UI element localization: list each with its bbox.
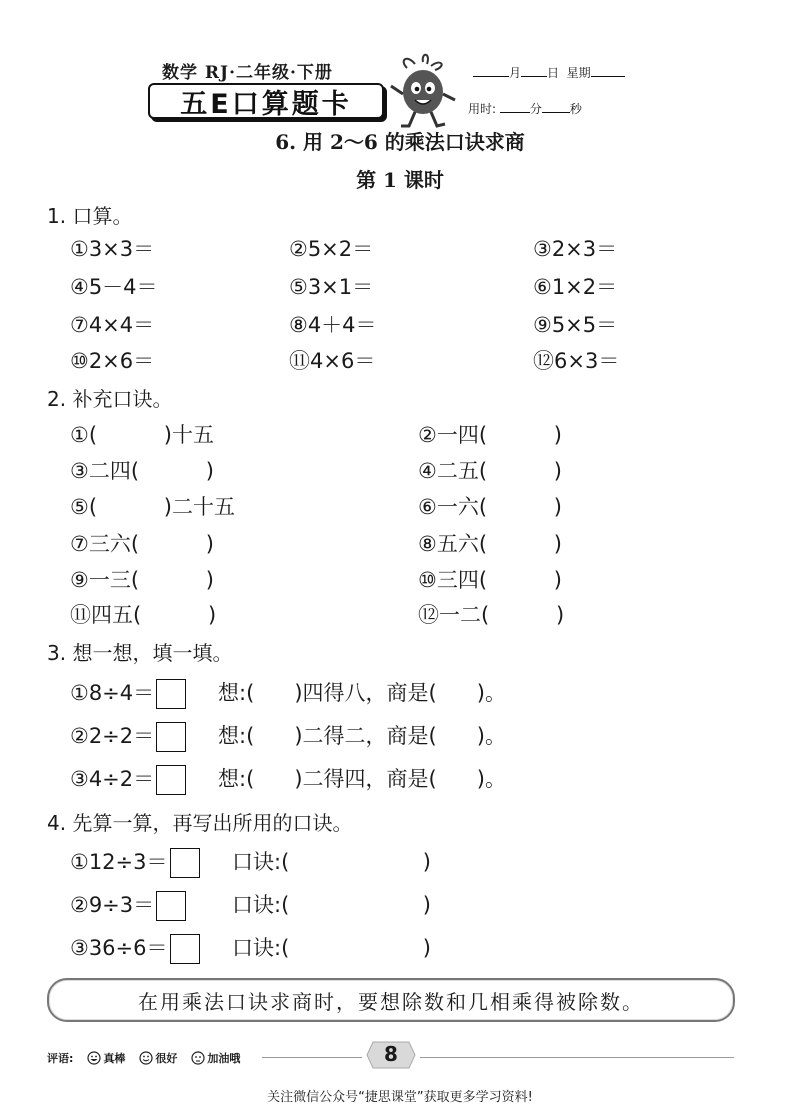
division-expression: ③36÷6＝ — [70, 936, 168, 960]
grin-face-icon — [87, 1051, 101, 1065]
exercise-item: ⑥1×2＝ — [533, 275, 618, 299]
time-label: 用时: — [468, 102, 497, 116]
exercise-item: ②5×2＝ — [289, 237, 374, 261]
tip-text: 在用乘法口诀求商时，要想除数和几相乘得被除数。 — [138, 989, 644, 1014]
exercise-item: ①3×3＝ — [70, 237, 155, 261]
eval-option-good — [139, 1050, 177, 1066]
footer-divider-right — [420, 1057, 734, 1058]
exercise-item — [70, 763, 186, 795]
hint-text: 想:( )四得八，商是( )。 — [218, 681, 506, 705]
exercise-item: ⑫一二( ) — [418, 603, 565, 627]
time-fields — [468, 100, 582, 117]
period-title: 第 1 课时 — [356, 168, 444, 192]
exercise-item: ④5－4＝ — [70, 275, 158, 299]
answer-box — [170, 848, 200, 878]
exercise-item: ④二五( ) — [418, 459, 562, 483]
exercise-item: ⑪四五( ) — [70, 603, 217, 627]
exercise-item: ⑦4×4＝ — [70, 313, 155, 337]
time-second-label: 秒 — [569, 102, 582, 116]
smile-face-icon — [139, 1051, 153, 1065]
answer-box — [156, 679, 186, 709]
tip-banner — [47, 978, 735, 1022]
eval-option-try — [191, 1050, 240, 1066]
lesson-title: 6. 用 2～6 的乘法口诀求商 — [275, 130, 525, 154]
footer-divider-left — [262, 1057, 362, 1058]
footer-note: 关注微信公众号“捷思课堂”获取更多学习资料! — [267, 1090, 533, 1105]
hint-text: 想:( )二得四，商是( )。 — [218, 767, 506, 791]
brand-banner — [148, 83, 384, 119]
exercise-item: ⑦三六( ) — [70, 532, 214, 556]
answer-box — [156, 722, 186, 752]
section-4-heading: 4. 先算一算，再写出所用的口诀。 — [47, 811, 353, 835]
exercise-item — [70, 677, 186, 709]
section-3-heading: 3. 想一想，填一填。 — [47, 641, 233, 665]
hint-text: 口诀:( ) — [232, 850, 431, 874]
division-expression: ①8÷4＝ — [70, 681, 155, 705]
eval-option-label: 很好 — [155, 1052, 178, 1065]
exercise-item: ⑥一六( ) — [418, 495, 562, 519]
exercise-item: ⑤3×1＝ — [289, 275, 374, 299]
exercise-item: ⑩2×6＝ — [70, 349, 155, 373]
section-1-heading: 1. 口算。 — [47, 204, 133, 228]
hint-text: 口诀:( ) — [232, 936, 431, 960]
answer-box — [170, 934, 200, 964]
date-month-label: 月 — [509, 66, 522, 80]
exercise-item: ②一四( ) — [418, 423, 562, 447]
exercise-item: ⑩三四( ) — [418, 568, 562, 592]
exercise-item — [70, 932, 200, 964]
hint-text: 口诀:( ) — [232, 893, 431, 917]
page-number: 8 — [384, 1042, 398, 1066]
eval-option-label: 真棒 — [103, 1052, 126, 1065]
section-2-heading: 2. 补充口诀。 — [47, 387, 173, 411]
date-weekday-label: 星期 — [566, 66, 591, 80]
time-minute-label: 分 — [529, 102, 542, 116]
exercise-item — [70, 846, 200, 878]
exercise-item: ⑤( )二十五 — [70, 495, 235, 519]
eval-option-great — [87, 1050, 125, 1066]
date-fields — [473, 64, 625, 81]
subject-label: 数学 RJ·二年级·下册 — [162, 63, 333, 83]
division-expression: ①12÷3＝ — [70, 850, 168, 874]
exercise-item — [70, 720, 186, 752]
exercise-item: ⑧五六( ) — [418, 532, 562, 556]
exercise-item: ③2×3＝ — [533, 237, 618, 261]
division-expression: ②2÷2＝ — [70, 724, 155, 748]
exercise-item: ⑪4×6＝ — [289, 349, 376, 373]
answer-box — [156, 765, 186, 795]
date-day-label: 日 — [547, 66, 560, 80]
brand-title: 五E口算题卡 — [180, 88, 352, 120]
eval-option-label: 加油哦 — [207, 1052, 241, 1065]
exercise-item: ③二四( ) — [70, 459, 214, 483]
answer-box — [156, 891, 186, 921]
hint-text: 想:( )二得二，商是( )。 — [218, 724, 506, 748]
exercise-item: ⑨一三( ) — [70, 568, 214, 592]
exercise-item: ①( )十五 — [70, 423, 214, 447]
exercise-item: ⑨5×5＝ — [533, 313, 618, 337]
evaluation-row — [47, 1050, 240, 1066]
determined-face-icon — [191, 1051, 205, 1065]
division-expression: ③4÷2＝ — [70, 767, 155, 791]
evaluation-label: 评语: — [47, 1052, 74, 1065]
exercise-item: ⑫6×3＝ — [533, 349, 620, 373]
exercise-item — [70, 889, 186, 921]
mascot-illustration — [385, 50, 463, 130]
exercise-item: ⑧4＋4＝ — [289, 313, 377, 337]
division-expression: ②9÷3＝ — [70, 893, 155, 917]
